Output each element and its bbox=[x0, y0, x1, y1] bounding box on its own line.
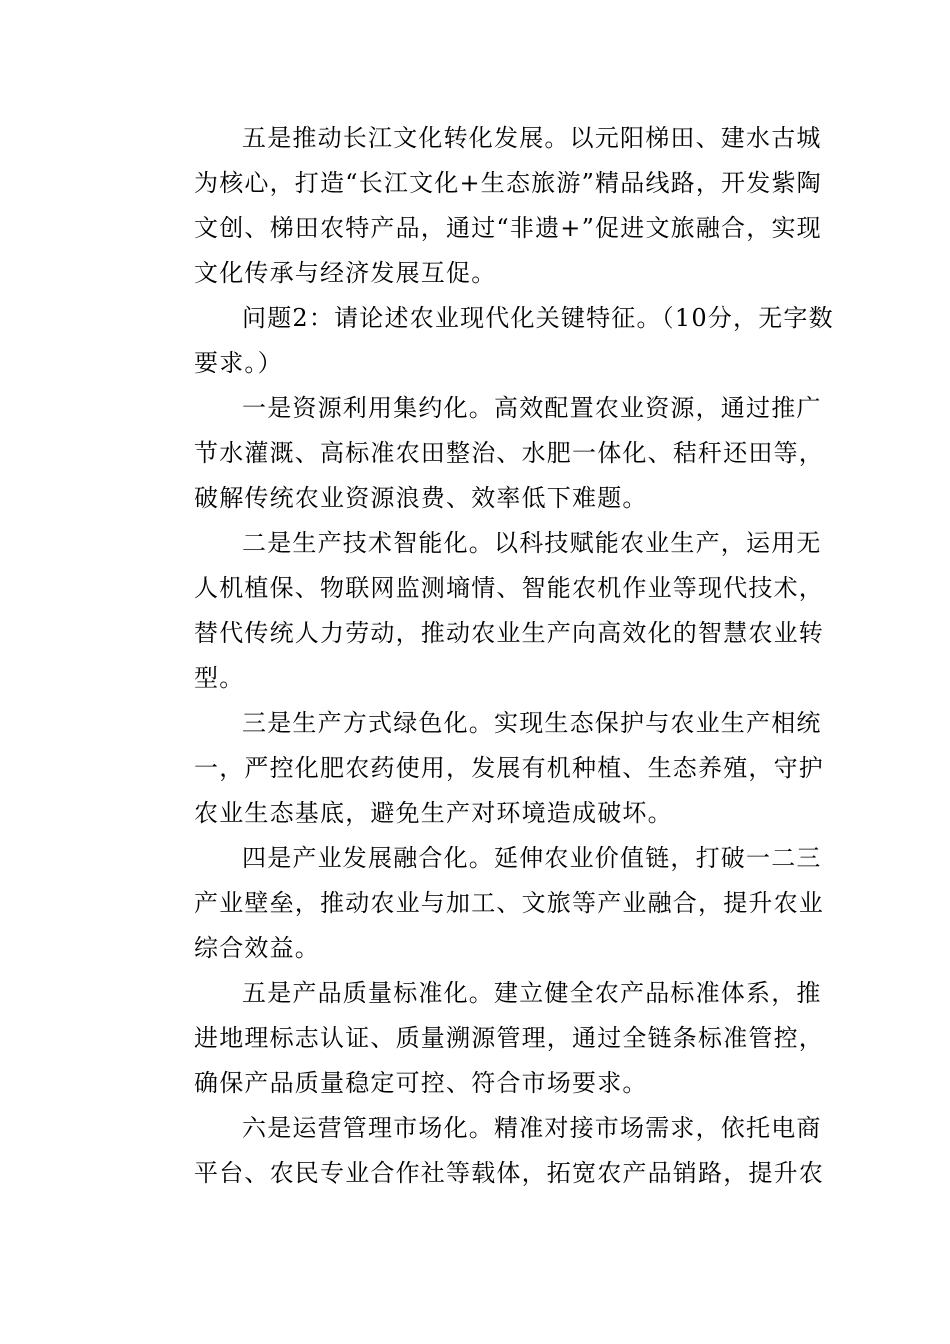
text-line: 要求。） bbox=[194, 349, 283, 377]
question-2-heading bbox=[146, 296, 834, 386]
text-line: 产业壁垒，推动农业与加工、文旅等产业融合，提升农业 bbox=[194, 889, 824, 917]
text-line: 人机植保、物联网监测墒情、智能农机作业等现代技术， bbox=[194, 574, 824, 602]
paragraph-green-production bbox=[146, 701, 824, 836]
text-line: 进地理标志认证、质量溯源管理，通过全链条标准管控， bbox=[194, 1024, 824, 1052]
text-line: 五是产品质量标准化。建立健全农产品标准体系，推 bbox=[242, 979, 822, 1007]
text-line: 替代传统人力劳动，推动农业生产向高效化的智慧农业转 bbox=[194, 619, 824, 647]
paragraph-smart-technology bbox=[146, 521, 824, 701]
paragraph-changjiang-culture bbox=[146, 116, 822, 296]
text-line: 一，严控化肥农药使用，发展有机种植、生态养殖，守护 bbox=[194, 754, 824, 782]
paragraph-market-operation bbox=[146, 1106, 824, 1196]
text-line: 六是运营管理市场化。精准对接市场需求，依托电商 bbox=[242, 1114, 822, 1142]
text-line: 四是产业发展融合化。延伸农业价值链，打破一二三 bbox=[242, 844, 822, 872]
text-line: 三是生产方式绿色化。实现生态保护与农业生产相统 bbox=[242, 709, 822, 737]
text-line: 为核心，打造“长江文化+生态旅游”精品线路，开发紫陶 bbox=[194, 169, 822, 197]
paragraph-resource-intensive bbox=[146, 386, 824, 521]
text-line: 文化传承与经济发展互促。 bbox=[194, 259, 497, 287]
text-line: 一是资源利用集约化。高效配置农业资源，通过推广 bbox=[242, 394, 822, 422]
text-line: 确保产品质量稳定可控、符合市场要求。 bbox=[194, 1069, 648, 1097]
text-line: 平台、农民专业合作社等载体，拓宽农产品销路，提升农 bbox=[194, 1159, 824, 1187]
text-line: 文创、梯田农特产品，通过“非遗+”促进文旅融合，实现 bbox=[194, 214, 822, 242]
paragraph-quality-standardization bbox=[146, 971, 824, 1106]
text-line: 二是生产技术智能化。以科技赋能农业生产，运用无 bbox=[242, 529, 822, 557]
text-line: 农业生态基底，避免生产对环境造成破坏。 bbox=[194, 799, 673, 827]
document-body bbox=[146, 116, 834, 1196]
paragraph-industry-integration bbox=[146, 836, 824, 971]
text-line: 五是推动长江文化转化发展。以元阳梯田、建水古城 bbox=[242, 124, 822, 152]
text-line: 型。 bbox=[194, 664, 245, 692]
text-line: 节水灌溉、高标准农田整治、水肥一体化、秸秆还田等， bbox=[194, 439, 824, 467]
text-line: 破解传统农业资源浪费、效率低下难题。 bbox=[194, 484, 648, 512]
text-line: 问题2：请论述农业现代化关键特征。（10分，无字数 bbox=[242, 304, 834, 332]
text-line: 综合效益。 bbox=[194, 934, 320, 962]
